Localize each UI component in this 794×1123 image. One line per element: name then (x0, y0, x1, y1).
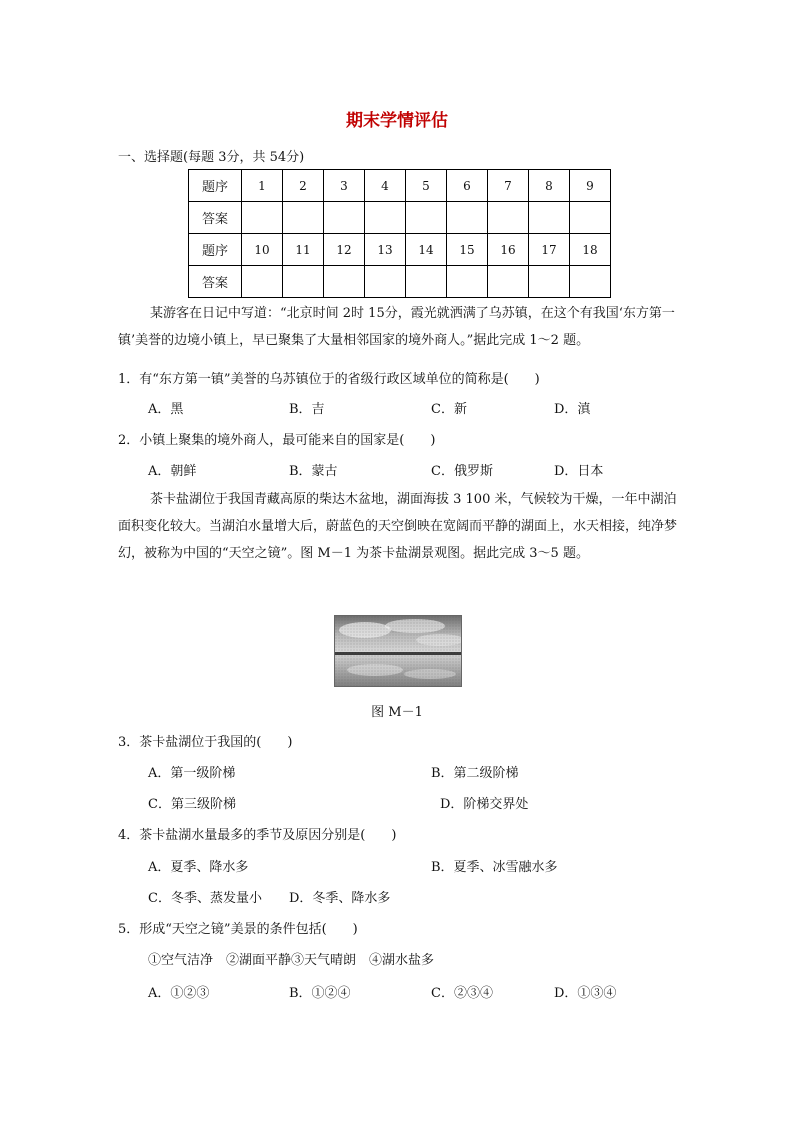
table-cell: 6 (447, 170, 488, 202)
section-heading: 一、选择题(每题 3分，共 54分) (118, 150, 305, 165)
table-cell: 14 (406, 234, 447, 266)
table-cell: 题序 (189, 170, 242, 202)
table-row (189, 170, 611, 202)
table-cell: 10 (242, 234, 283, 266)
answer-blank[interactable] (447, 202, 488, 234)
question-2-stem: 2．小镇上聚集的境外商人，最可能来自的国家是( ) (118, 433, 436, 448)
q4-option-d: D．冬季、降水多 (289, 891, 391, 906)
q5-option-d: D．①③④ (554, 986, 617, 1001)
answer-blank[interactable] (324, 266, 365, 298)
table-cell: 8 (529, 170, 570, 202)
answer-blank[interactable] (488, 266, 529, 298)
q1-option-b: B．吉 (289, 402, 325, 417)
q5-option-c: C．②③④ (431, 986, 493, 1001)
question-5-stem: 5．形成“天空之镜”美景的条件包括( ) (118, 922, 358, 937)
answer-blank[interactable] (406, 202, 447, 234)
table-cell: 17 (529, 234, 570, 266)
question-4-stem: 4．茶卡盐湖水量最多的季节及原因分别是( ) (118, 828, 397, 843)
q4-option-a: A．夏季、降水多 (148, 860, 249, 875)
q1-option-a: A．黑 (148, 402, 184, 417)
page-title: 期末学情评估 (346, 111, 448, 131)
answer-blank[interactable] (570, 202, 611, 234)
table-cell: 13 (365, 234, 406, 266)
answer-table (188, 169, 611, 298)
table-cell: 3 (324, 170, 365, 202)
q5-option-a: A．①②③ (148, 986, 210, 1001)
table-cell: 5 (406, 170, 447, 202)
table-cell: 答案 (189, 266, 242, 298)
q2-option-d: D．日本 (554, 464, 604, 479)
table-row (189, 234, 611, 266)
answer-blank[interactable] (447, 266, 488, 298)
table-cell: 答案 (189, 202, 242, 234)
table-cell: 题序 (189, 234, 242, 266)
table-cell: 7 (488, 170, 529, 202)
q1-option-c: C．新 (431, 402, 467, 417)
answer-blank[interactable] (529, 202, 570, 234)
q3-option-a: A．第一级阶梯 (148, 766, 236, 781)
answer-blank[interactable] (242, 202, 283, 234)
passage-1: 某游客在日记中写道：“北京时间 2时 15分，霞光就洒满了乌苏镇，在这个有我国‘东方第一镇’美誉的边境小镇上，早已聚集了大量相邻国家的境外商人。”据此完成 1～2 题。 (118, 306, 675, 348)
answer-blank[interactable] (365, 202, 406, 234)
table-cell: 15 (447, 234, 488, 266)
table-cell: 16 (488, 234, 529, 266)
q2-option-a: A．朝鲜 (148, 464, 197, 479)
q2-option-b: B．蒙古 (289, 464, 338, 479)
question-1-stem: 1．有“东方第一镇”美誉的乌苏镇位于的省级行政区域单位的简称是( ) (118, 372, 540, 387)
table-cell: 18 (570, 234, 611, 266)
q2-option-c: C．俄罗斯 (431, 464, 493, 479)
answer-blank[interactable] (242, 266, 283, 298)
q4-option-c: C．冬季、蒸发量小 (148, 891, 262, 906)
table-cell: 11 (283, 234, 324, 266)
figure-caption: 图 M－1 (371, 705, 423, 720)
q3-option-c: C．第三级阶梯 (148, 797, 236, 812)
q3-option-b: B．第二级阶梯 (431, 766, 519, 781)
q5-option-b: B．①②④ (289, 986, 351, 1001)
table-cell: 4 (365, 170, 406, 202)
answer-blank[interactable] (406, 266, 447, 298)
salt-lake-photo (334, 615, 462, 687)
table-row (189, 266, 611, 298)
answer-blank[interactable] (365, 266, 406, 298)
question-3-stem: 3．茶卡盐湖位于我国的( ) (118, 735, 293, 750)
table-cell: 1 (242, 170, 283, 202)
table-row (189, 202, 611, 234)
q3-option-d: D．阶梯交界处 (440, 797, 529, 812)
answer-blank[interactable] (570, 266, 611, 298)
answer-blank[interactable] (529, 266, 570, 298)
table-cell: 2 (283, 170, 324, 202)
answer-blank[interactable] (324, 202, 365, 234)
table-cell: 9 (570, 170, 611, 202)
answer-blank[interactable] (283, 202, 324, 234)
passage-2: 茶卡盐湖位于我国青藏高原的柴达木盆地，湖面海拔 3 100 米，气候较为干燥，一年中湖泊面积变化较大。当湖泊水量增大后，蔚蓝色的天空倒映在宽阔而平静的湖面上，水天相接，纯净梦幻，被称为中国的“天空之镜”。图 M－1 为茶卡盐湖景观图。据此完成 3～5 题。 (118, 492, 678, 561)
answer-blank[interactable] (283, 266, 324, 298)
q5-statements: ①空气洁净 ②湖面平静③天气晴朗 ④湖水盐多 (148, 953, 435, 968)
q1-option-d: D．滇 (554, 402, 591, 417)
q4-option-b: B．夏季、冰雪融水多 (431, 860, 558, 875)
table-cell: 12 (324, 234, 365, 266)
answer-blank[interactable] (488, 202, 529, 234)
